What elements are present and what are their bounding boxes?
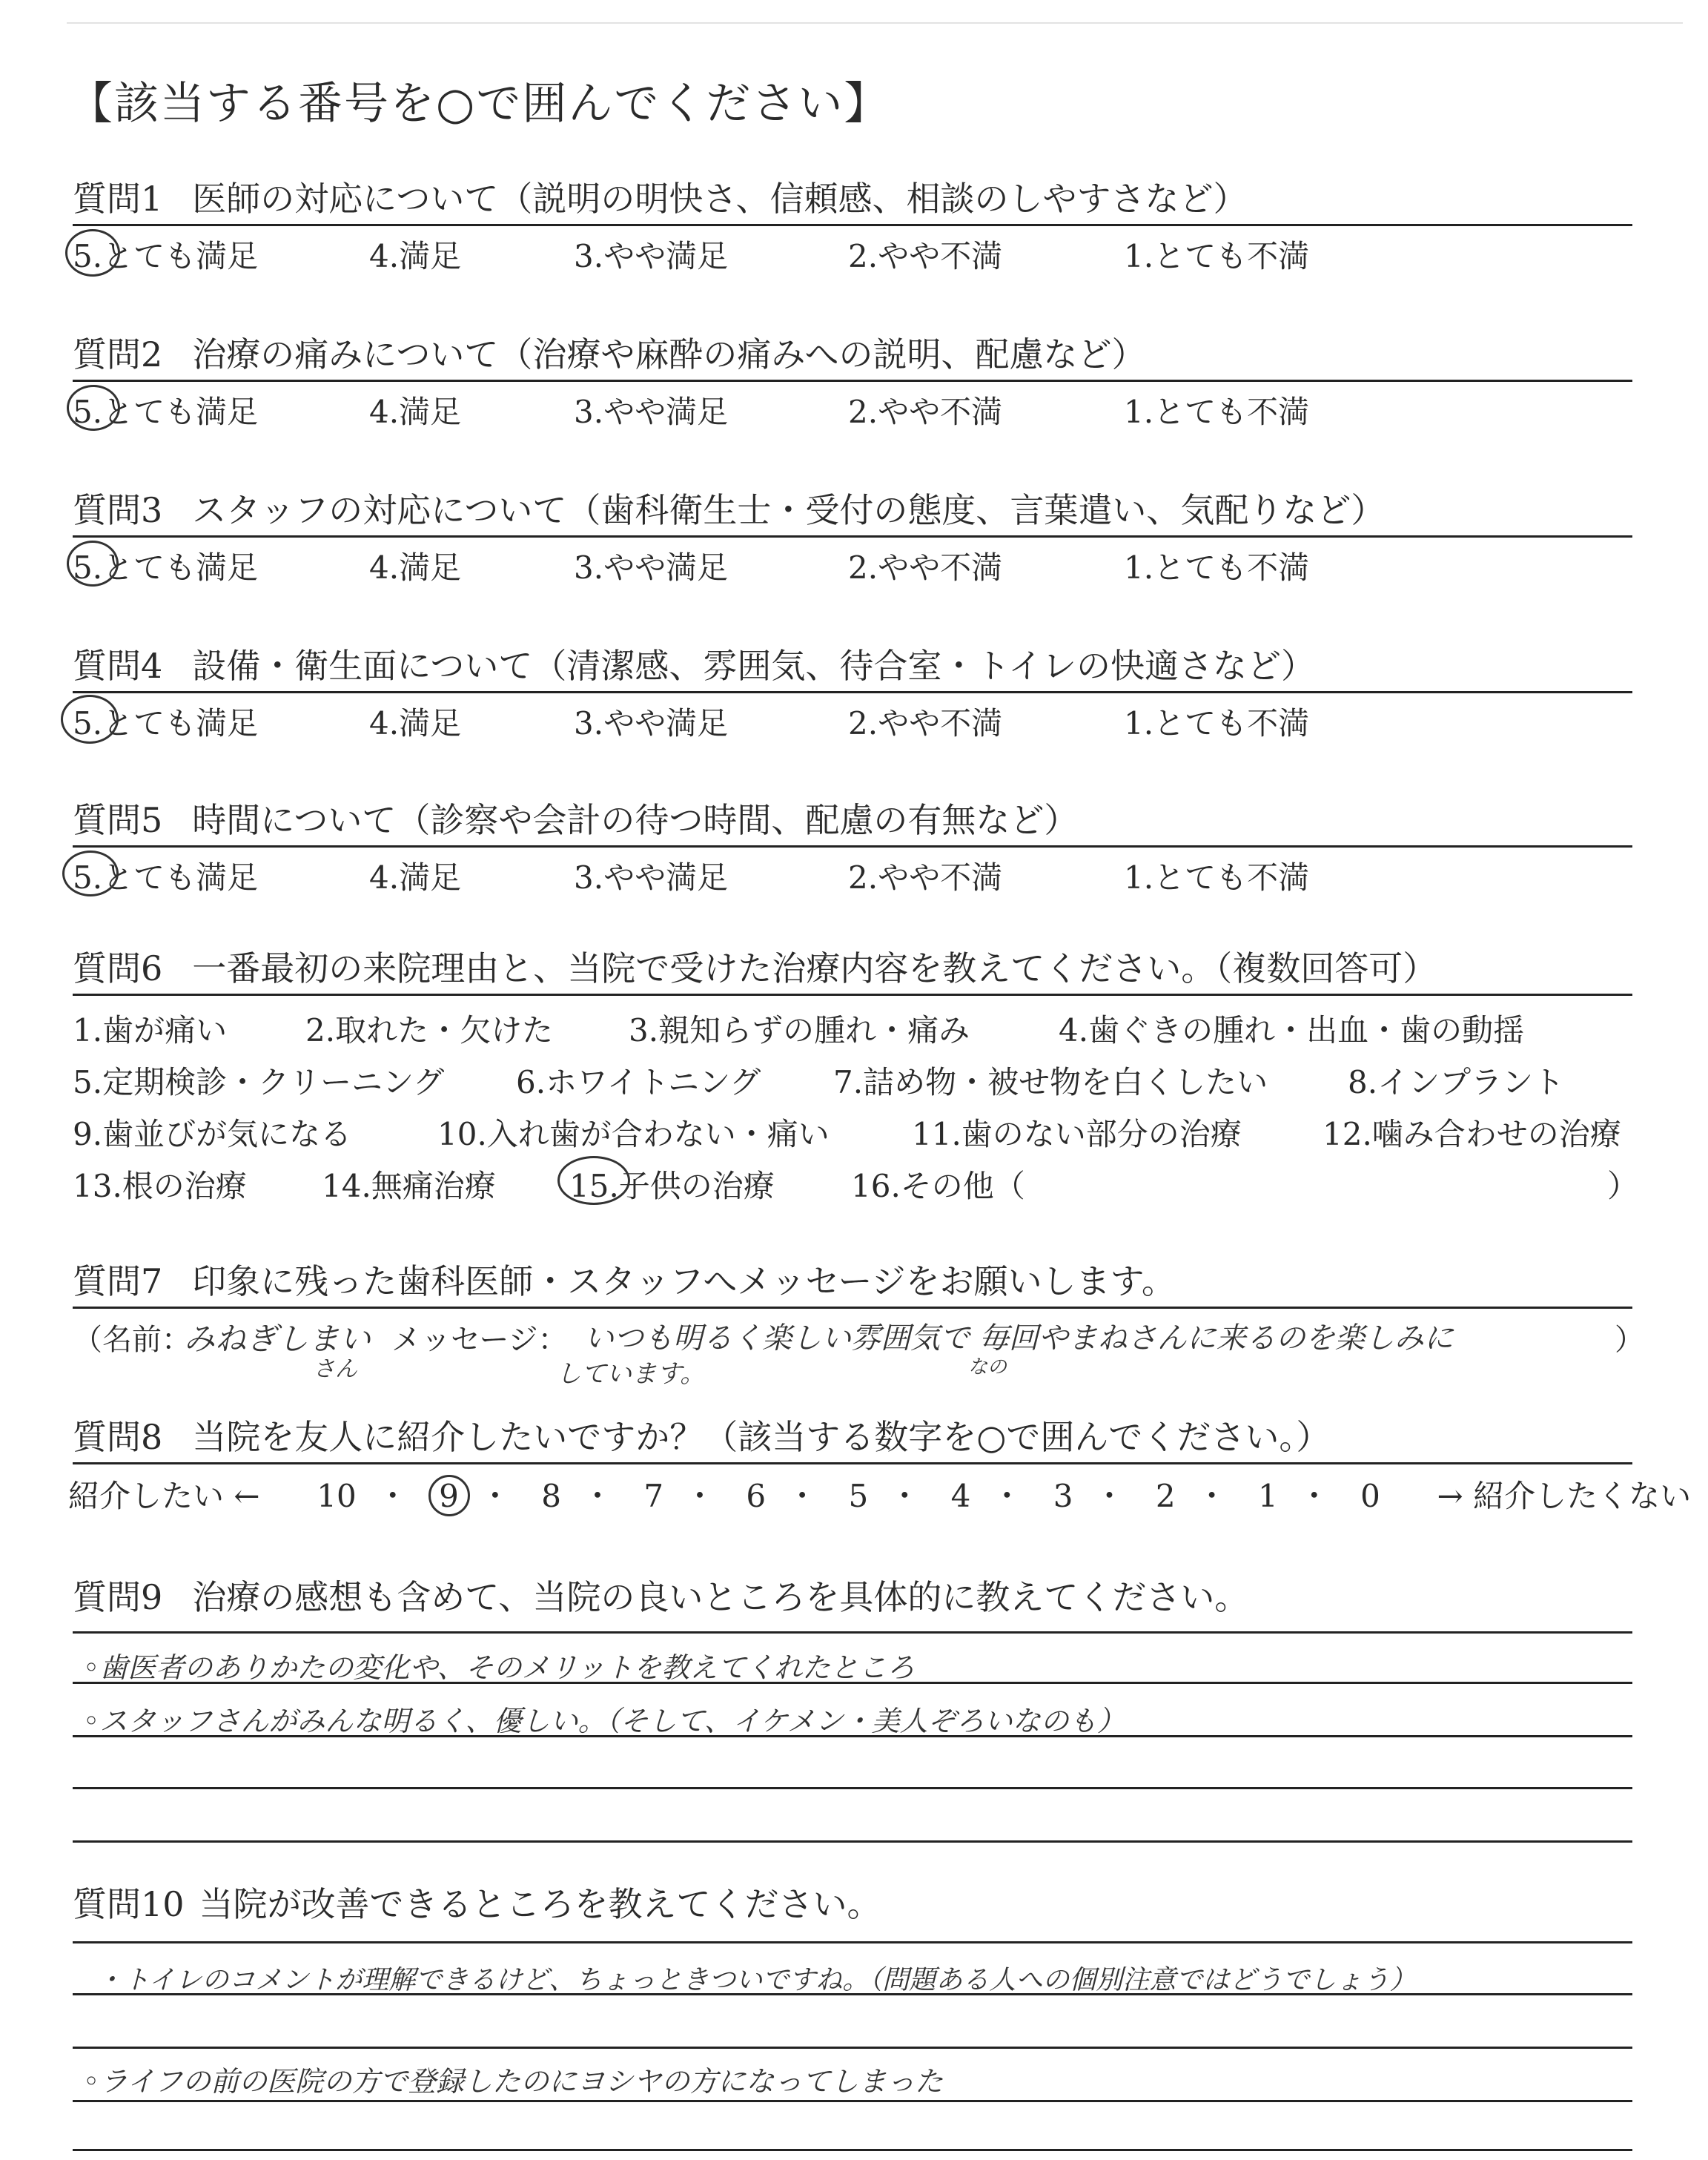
page-title: 【該当する番号を○で囲んでください】 bbox=[68, 78, 890, 130]
question-7-heading bbox=[73, 1255, 1632, 1309]
option-3[interactable]: 3.親知らずの腫れ・痛み bbox=[629, 1012, 970, 1048]
option-3[interactable]: 3.やや満足 bbox=[574, 705, 729, 742]
options-row-3 bbox=[73, 1110, 1632, 1162]
message-label: メッセージ： bbox=[391, 1323, 568, 1357]
option-5[interactable]: 5.とても満足 bbox=[73, 859, 259, 896]
option-5[interactable]: 5.とても満足 bbox=[73, 705, 259, 742]
satisfaction-options bbox=[73, 538, 1632, 589]
selection-circle bbox=[557, 1156, 630, 1205]
answer-line bbox=[73, 1631, 1632, 1634]
option-3[interactable]: 3.やや満足 bbox=[574, 549, 729, 586]
option-2[interactable]: 2.やや不満 bbox=[848, 394, 1003, 430]
close-paren: ） bbox=[1607, 1168, 1639, 1204]
question-label: 質問10 bbox=[73, 1884, 185, 1924]
question-4 bbox=[73, 639, 1632, 745]
question-text: 治療の痛みについて（治療や麻酔の痛みへの説明、配慮など） bbox=[192, 334, 1146, 374]
question-label: 質問1 bbox=[73, 179, 163, 219]
option-5[interactable]: 5.定期検診・クリーニング bbox=[73, 1064, 445, 1100]
question-6 bbox=[73, 942, 1639, 1214]
question-1-heading bbox=[73, 172, 1632, 226]
handwritten-answer-2: ◦スタッフさんがみんな明るく、優しい。（そして、イケメン・美人ぞろいなのも） bbox=[83, 1705, 1125, 1737]
option-1[interactable]: 1.とても不満 bbox=[1124, 705, 1310, 742]
option-13[interactable]: 13.根の治療 bbox=[73, 1168, 247, 1204]
question-text: スタッフの対応について（歯科衛生士・受付の態度、言葉遣い、気配りなど） bbox=[192, 490, 1386, 530]
option-1[interactable]: 1.とても不満 bbox=[1124, 238, 1310, 274]
selection-circle bbox=[67, 385, 120, 431]
question-6-heading bbox=[73, 942, 1632, 996]
scale-9-wrap bbox=[439, 1478, 459, 1514]
answer-line bbox=[73, 2047, 1632, 2049]
scale-1[interactable]: 1 bbox=[1257, 1478, 1278, 1514]
satisfaction-options bbox=[73, 226, 1632, 278]
scale-9[interactable]: 9 bbox=[439, 1478, 459, 1514]
question-3-heading bbox=[73, 483, 1632, 538]
option-2[interactable]: 2.取れた・欠けた bbox=[305, 1012, 554, 1048]
satisfaction-options bbox=[73, 693, 1632, 745]
question-text: 設備・衛生面について（清潔感、雰囲気、待合室・トイレの快適さなど） bbox=[192, 646, 1316, 686]
option-4[interactable]: 4.満足 bbox=[369, 394, 462, 430]
option-4[interactable]: 4.満足 bbox=[369, 238, 462, 274]
option-3[interactable]: 3.やや満足 bbox=[574, 394, 729, 430]
question-label: 質問5 bbox=[73, 800, 163, 840]
question-5-heading bbox=[73, 793, 1632, 848]
scale-4[interactable]: 4 bbox=[950, 1478, 971, 1514]
question-label: 質問3 bbox=[73, 490, 163, 530]
question-label: 質問6 bbox=[73, 948, 163, 988]
option-2[interactable]: 2.やや不満 bbox=[848, 549, 1003, 586]
options-row-1 bbox=[73, 1006, 1632, 1058]
scale-8[interactable]: 8 bbox=[541, 1478, 561, 1514]
handwritten-answer-2: ◦ライフの前の医院の方で登録したのにヨシヤの方になってしまった bbox=[83, 2065, 944, 2098]
top-edge-line bbox=[67, 22, 1683, 24]
question-text: 一番最初の来院理由と、当院で受けた治療内容を教えてください。（複数回答可） bbox=[192, 948, 1437, 988]
option-5[interactable]: 5.とても満足 bbox=[73, 394, 259, 430]
answer-line bbox=[73, 2149, 1632, 2151]
option-5[interactable]: 5.とても満足 bbox=[73, 549, 259, 586]
question-text: 時間について（診察や会計の待つ時間、配慮の有無など） bbox=[192, 800, 1079, 840]
question-label: 質問8 bbox=[73, 1417, 163, 1457]
handwritten-answer-1: ◦歯医者のありかたの変化や、そのメリットを教えてくれたところ bbox=[83, 1651, 916, 1684]
question-2-heading bbox=[73, 328, 1632, 382]
option-15[interactable]: 15.子供の治療 bbox=[569, 1168, 775, 1204]
answer-line bbox=[73, 1840, 1632, 1843]
option-3[interactable]: 3.やや満足 bbox=[574, 859, 729, 896]
question-5 bbox=[73, 793, 1632, 899]
option-2[interactable]: 2.やや不満 bbox=[848, 238, 1003, 274]
answer-line bbox=[73, 2100, 1632, 2102]
scale-7[interactable]: 7 bbox=[643, 1478, 664, 1514]
option-1[interactable]: 1.とても不満 bbox=[1124, 394, 1310, 430]
question-label: 質問9 bbox=[73, 1577, 163, 1617]
option-9[interactable]: 9.歯並びが気になる bbox=[73, 1116, 352, 1152]
question-10-heading bbox=[73, 1877, 1632, 1926]
question-label: 質問4 bbox=[73, 646, 163, 686]
question-9 bbox=[73, 1571, 1632, 1619]
answer-line bbox=[73, 1941, 1632, 1943]
question-label: 質問7 bbox=[73, 1261, 163, 1301]
option-2[interactable]: 2.やや不満 bbox=[848, 705, 1003, 742]
option-2[interactable]: 2.やや不満 bbox=[848, 859, 1003, 896]
handwritten-name-suffix: さん bbox=[313, 1356, 357, 1382]
scale-0[interactable]: 0 bbox=[1360, 1478, 1380, 1514]
question-3 bbox=[73, 483, 1632, 589]
option-4[interactable]: 4.満足 bbox=[369, 859, 462, 896]
option-10[interactable]: 10.入れ歯が合わない・痛い bbox=[437, 1116, 830, 1152]
option-4[interactable]: 4.歯ぐきの腫れ・出血・歯の動揺 bbox=[1059, 1012, 1525, 1048]
option-11[interactable]: 11.歯のない部分の治療 bbox=[912, 1116, 1242, 1152]
selection-circle bbox=[61, 695, 119, 744]
reason-options bbox=[73, 1006, 1639, 1214]
question-8 bbox=[73, 1410, 1632, 1464]
option-1[interactable]: 1.とても不満 bbox=[1124, 549, 1310, 586]
answer-line bbox=[73, 1787, 1632, 1789]
scale-3[interactable]: 3 bbox=[1053, 1478, 1073, 1514]
question-text: 当院を友人に紹介したいですか？（該当する数字を○で囲んでください。） bbox=[192, 1417, 1331, 1457]
option-12[interactable]: 12.噛み合わせの治療 bbox=[1323, 1116, 1621, 1152]
handwritten-name: みねぎしまい bbox=[184, 1321, 371, 1357]
question-8-heading bbox=[73, 1410, 1632, 1464]
question-label: 質問2 bbox=[73, 334, 163, 374]
satisfaction-options bbox=[73, 848, 1632, 899]
recommend-scale: 紹介したい ← 10 ・ 9 ・ 8 ・ 7 ・ 6 ・ 5 ・ 4 ・ 3 ・ 2 ・ 1 ・ 0 → 紹介したくない bbox=[68, 1472, 1691, 1516]
option-3[interactable]: 3.やや満足 bbox=[574, 238, 729, 274]
scale-right-label: → 紹介したくない bbox=[1437, 1478, 1692, 1514]
selection-circle bbox=[67, 541, 119, 587]
close-paren: ） bbox=[1615, 1323, 1644, 1357]
scale-5[interactable]: 5 bbox=[848, 1478, 869, 1514]
question-10 bbox=[73, 1877, 1632, 1926]
selection-circle bbox=[65, 229, 120, 277]
option-5[interactable]: 5.とても満足 bbox=[73, 238, 259, 274]
option-7[interactable]: 7.詰め物・被せ物を白くしたい bbox=[833, 1064, 1268, 1100]
name-label: （名前： bbox=[73, 1323, 191, 1357]
question-9-heading bbox=[73, 1571, 1632, 1619]
question-text: 医師の対応について（説明の明快さ、信頼感、相談のしやすさなど） bbox=[192, 179, 1248, 219]
selection-circle bbox=[62, 851, 119, 896]
option-4[interactable]: 4.満足 bbox=[369, 705, 462, 742]
satisfaction-options bbox=[73, 382, 1632, 434]
handwritten-insert: なの bbox=[968, 1356, 1007, 1378]
options-row-2 bbox=[73, 1058, 1632, 1110]
scale-2[interactable]: 2 bbox=[1155, 1478, 1176, 1514]
question-2 bbox=[73, 328, 1632, 434]
selection-circle bbox=[428, 1475, 470, 1516]
handwritten-message-line2: しています。 bbox=[556, 1359, 706, 1389]
scale-6[interactable]: 6 bbox=[746, 1478, 767, 1514]
message-field[interactable] bbox=[73, 1309, 1644, 1389]
option-4[interactable]: 4.満足 bbox=[369, 549, 462, 586]
question-text: 当院が改善できるところを教えてください。 bbox=[199, 1884, 881, 1924]
option-1[interactable]: 1.とても不満 bbox=[1124, 859, 1310, 896]
option-8[interactable]: 8.インプラント bbox=[1348, 1064, 1565, 1100]
question-7 bbox=[73, 1255, 1644, 1389]
option-14[interactable]: 14.無痛治療 bbox=[322, 1168, 496, 1204]
question-text: 印象に残った歯科医師・スタッフへメッセージをお願いします。 bbox=[192, 1261, 1176, 1301]
question-4-heading bbox=[73, 639, 1632, 693]
option-16[interactable]: 16.その他（ bbox=[851, 1168, 1025, 1204]
option-1[interactable]: 1.歯が痛い bbox=[73, 1012, 228, 1048]
handwritten-message: いつも明るく楽しい雰囲気で 毎回やまねさんに来るのを楽しみに bbox=[584, 1321, 1454, 1355]
question-1 bbox=[73, 172, 1632, 278]
options-row-4 bbox=[73, 1162, 1639, 1214]
handwritten-answer-1: ・トイレのコメントが理解できるけど、ちょっときついですね。（問題ある人への個別注意ではどうでしょう） bbox=[96, 1965, 1417, 1995]
scale-10[interactable]: 10 bbox=[317, 1478, 357, 1514]
option-6[interactable]: 6.ホワイトニング bbox=[516, 1064, 761, 1100]
scale-left-label: 紹介したい ← bbox=[68, 1478, 260, 1514]
question-text: 治療の感想も含めて、当院の良いところを具体的に教えてください。 bbox=[192, 1577, 1249, 1617]
